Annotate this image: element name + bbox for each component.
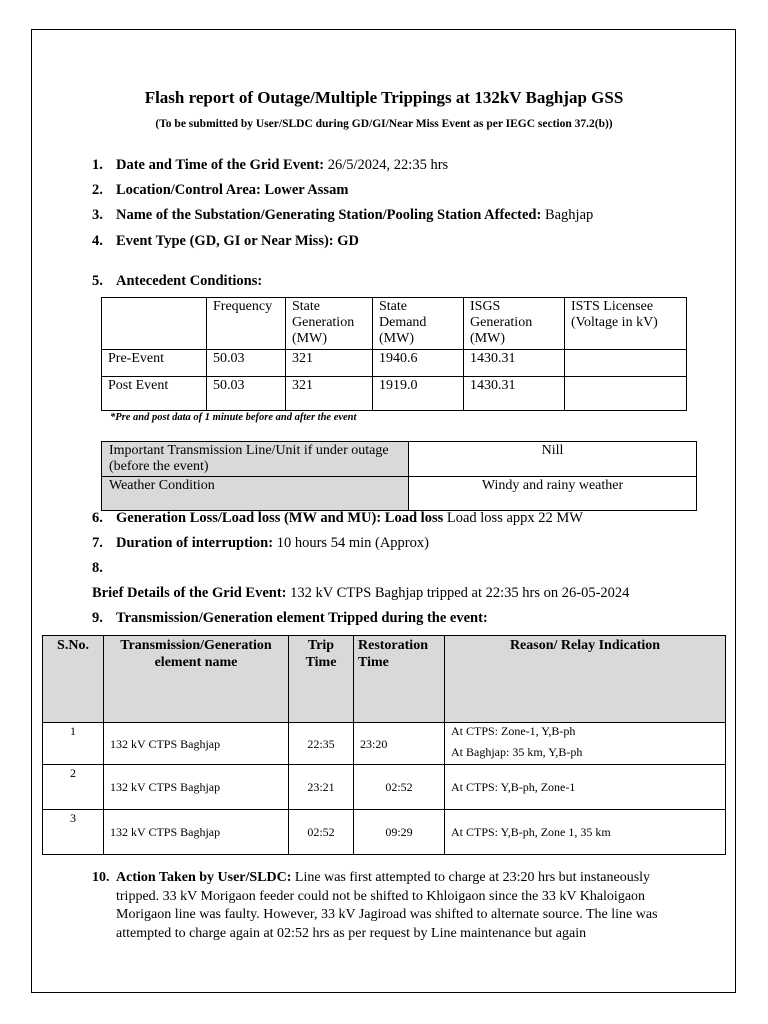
item-label: Transmission/Generation element Tripped during the event:: [116, 610, 488, 626]
table-header-cell: Reason/ Relay Indication: [445, 636, 726, 723]
item-label: Location/Control Area: Lower Assam: [116, 182, 349, 198]
table-header-cell: Trip Time: [289, 636, 354, 723]
table-row: [43, 810, 726, 855]
table-header-cell: Transmission/Generation element name: [104, 636, 289, 723]
item-body: [92, 581, 640, 606]
table-cell: 321: [286, 350, 373, 377]
table-header-cell: S.No.: [43, 636, 104, 723]
table-row: [102, 442, 697, 477]
table-cell: 50.03: [207, 350, 286, 377]
item-number: 10.: [92, 870, 110, 885]
table-cell: 50.03: [207, 377, 286, 411]
item-brief-details: [92, 556, 662, 606]
item-value: Load loss appx 22 MW: [443, 510, 583, 526]
table-cell-reason: At CTPS: Y,B-ph, Zone 1, 35 km: [445, 810, 726, 855]
table-row: [102, 377, 687, 411]
item-number: 7.: [92, 535, 103, 551]
item-label: Brief Details of the Grid Event:: [92, 585, 287, 601]
table-cell-restoration-time: 02:52: [354, 765, 445, 810]
item-label: Date and Time of the Grid Event:: [116, 157, 325, 173]
item-label: Duration of interruption:: [116, 535, 274, 551]
item-tripped-elements: [92, 606, 488, 631]
item-substation: [92, 203, 593, 228]
table-row: [43, 765, 726, 810]
table-header-cell: Frequency: [207, 298, 286, 350]
table-header-row: [102, 298, 687, 350]
item-label: Name of the Substation/Generating Station/Pooling Station Affected:: [116, 207, 542, 223]
table-cell-trip-time: 23:21: [289, 765, 354, 810]
item-number: 4.: [92, 233, 103, 249]
item-label: Event Type (GD, GI or Near Miss): GD: [116, 233, 359, 249]
table-header-cell: ISTS Licensee (Voltage in kV): [565, 298, 687, 350]
table-cell-sno: 3: [43, 810, 104, 855]
table-cell-element: 132 kV CTPS Baghjap: [104, 765, 289, 810]
item-label: Generation Loss/Load loss (MW and MU): Load loss: [116, 510, 444, 526]
table-cell-reason: [445, 723, 726, 765]
item-number: 8.: [92, 560, 103, 576]
item-value: 26/5/2024, 22:35 hrs: [324, 157, 449, 173]
table-header-cell: State Generation (MW): [286, 298, 373, 350]
item-number: 9.: [92, 610, 103, 626]
table-row: [102, 350, 687, 377]
table-header-cell: ISGS Generation (MW): [464, 298, 565, 350]
table-cell-value: Nill: [409, 442, 697, 477]
item-label: Action Taken by User/SLDC:: [116, 870, 292, 885]
table-cell-value: Windy and rainy weather: [409, 477, 697, 511]
table-cell: [565, 377, 687, 411]
table-cell-trip-time: 02:52: [289, 810, 354, 855]
table-cell: 1430.31: [464, 350, 565, 377]
tripping-table: [42, 635, 726, 855]
item-number: 2.: [92, 182, 103, 198]
item-number: 5.: [92, 273, 103, 289]
item-body: [116, 869, 664, 943]
item-value: 132 kV CTPS Baghjap tripped at 22:35 hrs on 26-05-2024: [286, 585, 630, 601]
table-header-cell: State Demand (MW): [373, 298, 464, 350]
table-cell-sno: 2: [43, 765, 104, 810]
item-value: 10 hours 54 min (Approx): [273, 535, 429, 551]
item-date-time: [92, 153, 448, 178]
table-cell: [102, 298, 207, 350]
table-cell-element: 132 kV CTPS Baghjap: [104, 723, 289, 765]
antecedent-table: [101, 297, 687, 411]
item-antecedent: [92, 269, 262, 294]
item-action-taken: [92, 869, 672, 943]
table-row: [43, 723, 726, 765]
item-value: Baghjap: [541, 207, 594, 223]
table-cell: 321: [286, 377, 373, 411]
table-header-row: [43, 636, 726, 723]
table-cell-restoration-time: 09:29: [354, 810, 445, 855]
table-cell-sno: 1: [43, 723, 104, 765]
table-cell-trip-time: 22:35: [289, 723, 354, 765]
table-cell: Pre-Event: [102, 350, 207, 377]
table-header-cell: Restoration Time: [354, 636, 445, 723]
conditions-table: [101, 441, 697, 511]
item-number: 6.: [92, 510, 103, 526]
reason-line: At Baghjap: 35 km, Y,B-ph: [451, 745, 583, 759]
item-label: Antecedent Conditions:: [116, 273, 263, 289]
item-location: [92, 178, 348, 203]
table-cell-label: Weather Condition: [102, 477, 409, 511]
table-cell-reason: At CTPS: Y,B-ph, Zone-1: [445, 765, 726, 810]
report-subtitle: (To be submitted by User/SLDC during GD/GI/Near Miss Event as per IEGC section 37.2(b)): [155, 118, 613, 130]
table-cell: 1430.31: [464, 377, 565, 411]
table-cell: 1919.0: [373, 377, 464, 411]
table-cell-label: Important Transmission Line/Unit if under outage (before the event): [102, 442, 409, 477]
table-cell-element: 132 kV CTPS Baghjap: [104, 810, 289, 855]
antecedent-note: *Pre and post data of 1 minute before and after the event: [110, 412, 357, 423]
report-title: Flash report of Outage/Multiple Trippings at 132kV Baghjap GSS: [144, 88, 624, 107]
item-number: 3.: [92, 207, 103, 223]
reason-line: At CTPS: Zone-1, Y,B-ph: [451, 724, 576, 738]
item-number: 1.: [92, 157, 103, 173]
table-cell: Post Event: [102, 377, 207, 411]
item-value: Line was first attempted to charge at 23:20 hrs but instaneously tripped. 33 kV Morigaon feeder could not be shifted to Khloigaon since the 33 kV Khaloigaon Morigaon line was faulty. However, 33 kV Jagiroad was shifted to alternate source. The line was attempted to charge again at 02:52 hrs as per request by Line maintenance but again: [116, 870, 658, 941]
table-cell-restoration-time: 23:20: [354, 723, 445, 765]
table-cell: [565, 350, 687, 377]
item-event-type: [92, 229, 359, 254]
table-cell: 1940.6: [373, 350, 464, 377]
item-duration: [92, 531, 429, 556]
item-load-loss: [92, 506, 583, 531]
